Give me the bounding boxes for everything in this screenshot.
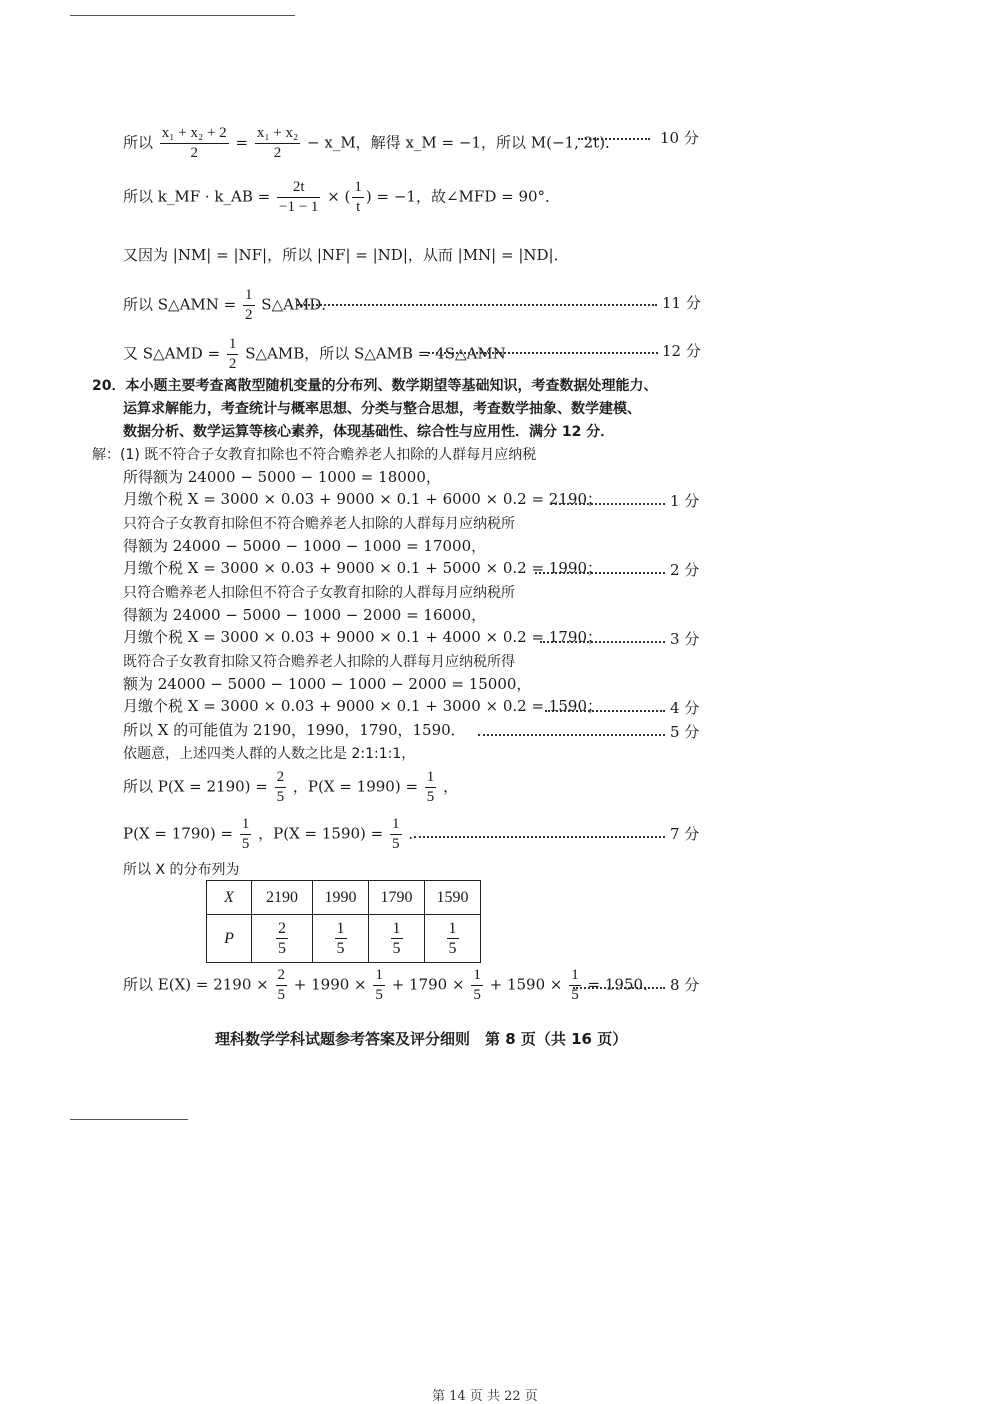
fraction: $\frac{1}{5}$	[571, 967, 579, 1003]
table-cell	[369, 915, 425, 963]
table-cell: P	[207, 915, 252, 963]
bottom-rule	[70, 1119, 188, 1120]
leader-dots	[540, 641, 665, 643]
fraction: $\frac{1}{5}$	[473, 967, 481, 1003]
prob-line1: 所以 P(X = 2190) = $\frac{2}{5}$ ，P(X = 1990) = $\frac{1}{5}$ ，	[123, 769, 459, 805]
table-cell	[252, 915, 313, 963]
score-1: 1 分	[670, 492, 700, 510]
fraction: $\frac{2}{5}$	[277, 967, 285, 1003]
fraction: $\frac{1}{5}$	[392, 920, 401, 957]
sol-line9: 月缴个税 X = 3000 × 0.03 + 9000 × 0.1 + 4000 × 0.2 = 1790；	[123, 628, 602, 646]
table-row	[207, 881, 481, 915]
sol-line3: 月缴个税 X = 3000 × 0.03 + 9000 × 0.1 + 6000 × 0.2 = 2190；	[123, 490, 602, 508]
leader-dots	[428, 352, 658, 354]
score-11: 11 分	[662, 294, 701, 312]
fraction: $\frac{2}{5}$	[276, 769, 285, 805]
prob-line2: P(X = 1790) = $\frac{1}{5}$ ，P(X = 1590) = $\frac{1}{5}$ ．	[123, 816, 424, 852]
q20-intro-line1: 20．本小题主要考查离散型随机变量的分布列、数学期望等基础知识，考查数据处理能力、	[92, 378, 658, 394]
table-header-cell: 1590	[425, 881, 481, 915]
leader-dots	[414, 836, 665, 838]
q20-intro-line3: 数据分析、数学运算等核心素养，体现基础性、综合性与应用性．满分 12 分．	[123, 424, 615, 440]
score-3: 3 分	[670, 630, 700, 648]
sol-line5: 得额为 24000 − 5000 − 1000 − 1000 = 17000，	[123, 537, 487, 555]
top-rule	[70, 15, 295, 16]
fraction: $\frac{1}{5}$	[336, 920, 345, 957]
fraction: $\frac{1}{5}$	[392, 816, 400, 852]
sol-line14: 依题意，上述四类人群的人数之比是 2:1:1:1，	[123, 746, 416, 762]
fraction: $\frac{\text{x₁ + x₂}}{2}$	[256, 125, 299, 161]
sol-line6: 月缴个税 X = 3000 × 0.03 + 9000 × 0.1 + 5000 × 0.2 = 1990；	[123, 559, 602, 577]
sol-line7: 只符合赡养老人扣除但不符合子女教育扣除的人群每月应纳税所	[123, 585, 515, 601]
line-slope-product: 所以 k_MF · k_AB = $\frac{2t}{-1 - 1}$ × ( $\frac{1}{t}$ ) = −1，故∠MFD = 90°．	[123, 179, 561, 215]
table-header-cell: 1790	[369, 881, 425, 915]
sol-line4: 只符合子女教育扣除但不符合赡养老人扣除的人群每月应纳税所	[123, 516, 515, 532]
table-row	[207, 915, 481, 963]
leader-dots	[535, 572, 665, 574]
line-area-amn: 所以 S△AMN = $\frac{1}{2}$ S△AMD．	[123, 287, 337, 323]
fraction: $\frac{1}{t}$	[354, 179, 362, 215]
fraction: $\frac{2t}{-1 - 1}$	[279, 179, 319, 215]
sol-line12: 月缴个税 X = 3000 × 0.03 + 9000 × 0.1 + 3000 × 0.2 = 1590；	[123, 697, 602, 715]
table-cell	[313, 915, 369, 963]
fraction: $\frac{1}{5}$	[426, 769, 435, 805]
line-m-coordinate: 所以 $\frac{\text{x₁ + x₂ + 2}}{2}$ = $\frac{\text{x₁ + x₂}}{2}$ − x_M，解得 x_M = −1，所以 M(−1, 2t)．	[123, 125, 621, 161]
page-footer: 理科数学学科试题参考答案及评分细则 第 8 页（共 16 页）	[215, 1030, 628, 1048]
sol-line8: 得额为 24000 − 5000 − 1000 − 2000 = 16000，	[123, 606, 487, 624]
table-cell	[425, 915, 481, 963]
sol-line1: 解：(1) 既不符合子女教育扣除也不符合赡养老人扣除的人群每月应纳税	[92, 447, 537, 463]
leader-dots	[578, 138, 650, 140]
leader-dots	[545, 710, 665, 712]
score-4: 4 分	[670, 699, 700, 717]
sol-line13: 所以 X 的可能值为 2190，1990，1790，1590．	[123, 721, 466, 739]
sol-line15: 所以 X 的分布列为	[123, 862, 240, 878]
sol-line11: 额为 24000 − 5000 − 1000 − 1000 − 2000 = 15000，	[123, 675, 532, 693]
score-8: 8 分	[670, 976, 700, 994]
table-header-cell: X	[207, 881, 252, 915]
leader-dots	[478, 734, 665, 736]
leader-dots	[550, 503, 665, 505]
fraction: $\frac{1}{5}$	[375, 967, 383, 1003]
score-2: 2 分	[670, 561, 700, 579]
table-header-cell: 2190	[252, 881, 313, 915]
score-12: 12 分	[662, 342, 701, 360]
sol-line10: 既符合子女教育扣除又符合赡养老人扣除的人群每月应纳税所得	[123, 654, 515, 670]
score-10: 10 分	[660, 129, 699, 147]
score-5: 5 分	[670, 723, 700, 741]
page-number: 第 14 页 共 22 页	[432, 1389, 538, 1404]
fraction: $\frac{1}{2}$	[228, 336, 237, 372]
fraction: $\frac{1}{5}$	[241, 816, 250, 852]
q20-intro-line2: 运算求解能力，考查统计与概率思想、分类与整合思想，考查数学抽象、数学建模、	[123, 401, 641, 417]
leader-dots	[297, 304, 657, 306]
line-area-amb: 又 S△AMD = $\frac{1}{2}$ S△AMB，所以 S△AMB = 4S△AMN	[123, 336, 506, 372]
sol-line2: 所得额为 24000 − 5000 − 1000 = 18000，	[123, 468, 441, 486]
leader-dots	[573, 987, 665, 989]
line-nm-nf: 又因为 |NM| = |NF|，所以 |NF| = |ND|，从而 |MN| = |ND|．	[123, 246, 569, 264]
fraction: $\frac{2}{5}$	[278, 920, 286, 957]
score-7: 7 分	[670, 825, 700, 843]
fraction: $\frac{\text{x₁ + x₂ + 2}}{2}$	[161, 125, 227, 161]
fraction: $\frac{1}{5}$	[448, 920, 457, 957]
expectation-line: 所以 E(X) = 2190 × $\frac{2}{5}$ + 1990 × $\frac{1}{5}$ + 1790 × $\frac{1}{5}$ + 1590 × $\frac{1}{5}$ = 1950．	[123, 967, 659, 1003]
fraction: $\frac{1}{2}$	[245, 287, 253, 323]
distribution-table	[206, 880, 481, 963]
table-header-cell: 1990	[313, 881, 369, 915]
